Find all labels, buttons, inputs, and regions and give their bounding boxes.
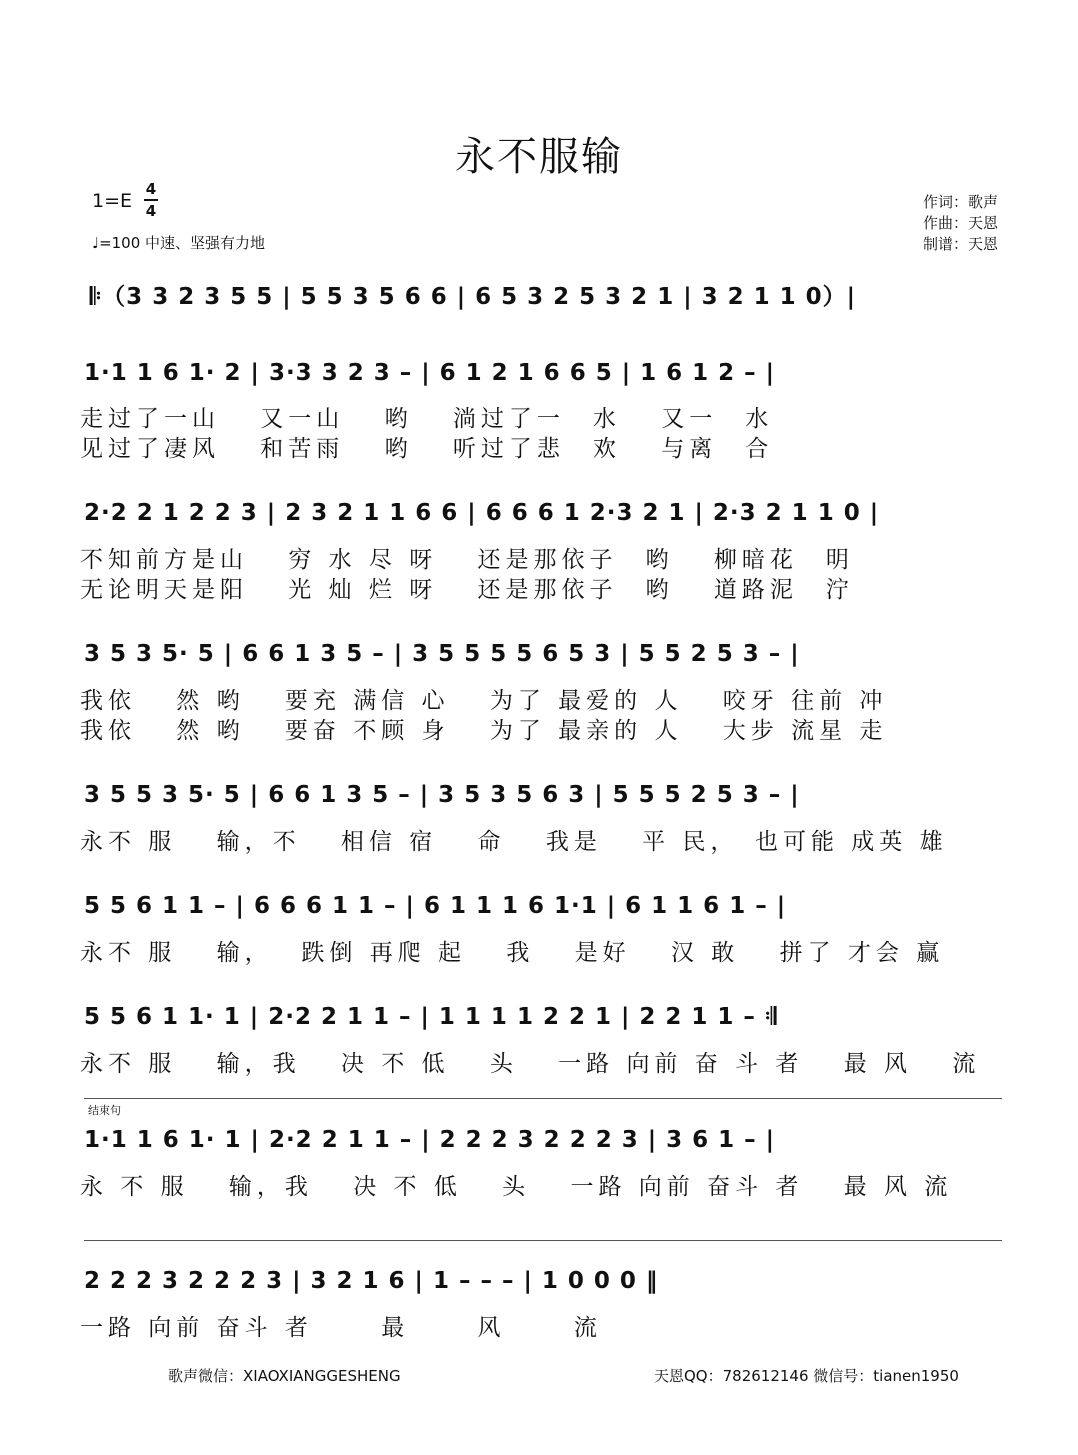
notes-row-6: 5 5 6 1 1· 1 | 2·2 2 1 1 – | 1 1 1 1 2 2 1 | 2 2 1 1 – 𝄇: [84, 1004, 778, 1030]
lyric-row-6: 永不 服 输，我 决 不 低 头 一路 向前 奋 斗 者 最 风 流: [80, 1051, 981, 1077]
song-title: 永不服输: [455, 134, 623, 180]
tempo-marking: ♩=100 中速、坚强有力地: [92, 234, 266, 252]
time-signature-top: 4: [145, 180, 157, 198]
lyric-row-2-verse-2: 无论明天是阳 光 灿 烂 呀 还是那依子 哟 道路泥 泞: [80, 577, 854, 603]
lyric-row-1-verse-2: 见过了凄风 和苦雨 哟 听过了悲 欢 与离 合: [80, 436, 774, 462]
lyric-row-3-verse-2: 我依 然 哟 要奋 不顾 身 为了 最亲的 人 大步 流星 走: [80, 718, 888, 744]
lyric-row-4: 永不 服 输，不 相信 宿 命 我是 平 民， 也可能 成英 雄: [80, 829, 948, 855]
footer-right: 天恩QQ：782612146 微信号：tianen1950: [654, 1367, 959, 1385]
ending-line: [84, 1240, 1002, 1241]
notes-row-4: 3 5 5 3 5· 5 | 6 6 1 3 5 – | 3 5 3 5 6 3 | 5 5 5 2 5 3 – |: [84, 782, 800, 808]
lyric-row-2-verse-1: 不知前方是山 穷 水 尽 呀 还是那依子 哟 柳暗花 明: [80, 547, 854, 573]
notes-row-7: 1·1 1 6 1· 1 | 2·2 2 1 1 – | 2 2 2 3 2 2 2 3 | 3 6 1 – |: [84, 1127, 776, 1153]
lyric-row-8: 一路 向前 奋斗 者 最 风 流: [80, 1315, 602, 1341]
notes-row-8: 2 2 2 3 2 2 2 3 | 3 2 1 6 | 1 – – – | 1 0 0 0 ‖: [84, 1268, 659, 1294]
time-signature-bottom: 4: [145, 202, 157, 220]
notes-row-5: 5 5 6 1 1 – | 6 6 6 1 1 – | 6 1 1 1 6 1·1 | 6 1 1 6 1 – |: [84, 893, 787, 919]
credits: [923, 192, 998, 255]
notes-row-2: 2·2 2 1 2 2 3 | 2 3 2 1 1 6 6 | 6 6 6 1 2·3 2 1 | 2·3 2 1 1 0 |: [84, 500, 880, 526]
notes-row-3: 3 5 3 5· 5 | 6 6 1 3 5 – | 3 5 5 5 5 6 5 3 | 5 5 2 5 3 – |: [84, 641, 800, 667]
lyric-row-5: 永不 服 输， 跌倒 再爬 起 我 是好 汉 敢 拼了 才会 赢: [80, 940, 945, 966]
lyricist-credit: 作词：歌声: [922, 193, 998, 211]
time-signature: [144, 180, 158, 220]
composer-credit: 作曲：天恩: [922, 214, 998, 232]
key-signature: 1=E: [92, 190, 133, 212]
lyric-row-1-verse-1: 走过了一山 又一山 哟 淌过了一 水 又一 水: [80, 406, 774, 432]
ending-bracket: [84, 1098, 1002, 1117]
engraver-credit: 制谱：天恩: [922, 235, 998, 253]
notes-row-1: 1·1 1 6 1· 2 | 3·3 3 2 3 – | 6 1 2 1 6 6 5 | 1 6 1 2 – |: [84, 360, 776, 386]
lyric-row-3-verse-1: 我依 然 哟 要充 满信 心 为了 最爱的 人 咬牙 往前 冲: [80, 688, 888, 714]
lyric-row-7: 永 不 服 输，我 决 不 低 头 一路 向前 奋斗 者 最 风 流: [80, 1174, 953, 1200]
ending-label: 结束句: [88, 1104, 121, 1117]
intro-notes: 𝄆（3 3 2 3 5 5 | 5 5 3 5 6 6 | 6 5 3 2 5 3 2 1 | 3 2 1 1 0）|: [90, 284, 857, 310]
footer-left: 歌声微信：XIAOXIANGGESHENG: [168, 1367, 401, 1385]
